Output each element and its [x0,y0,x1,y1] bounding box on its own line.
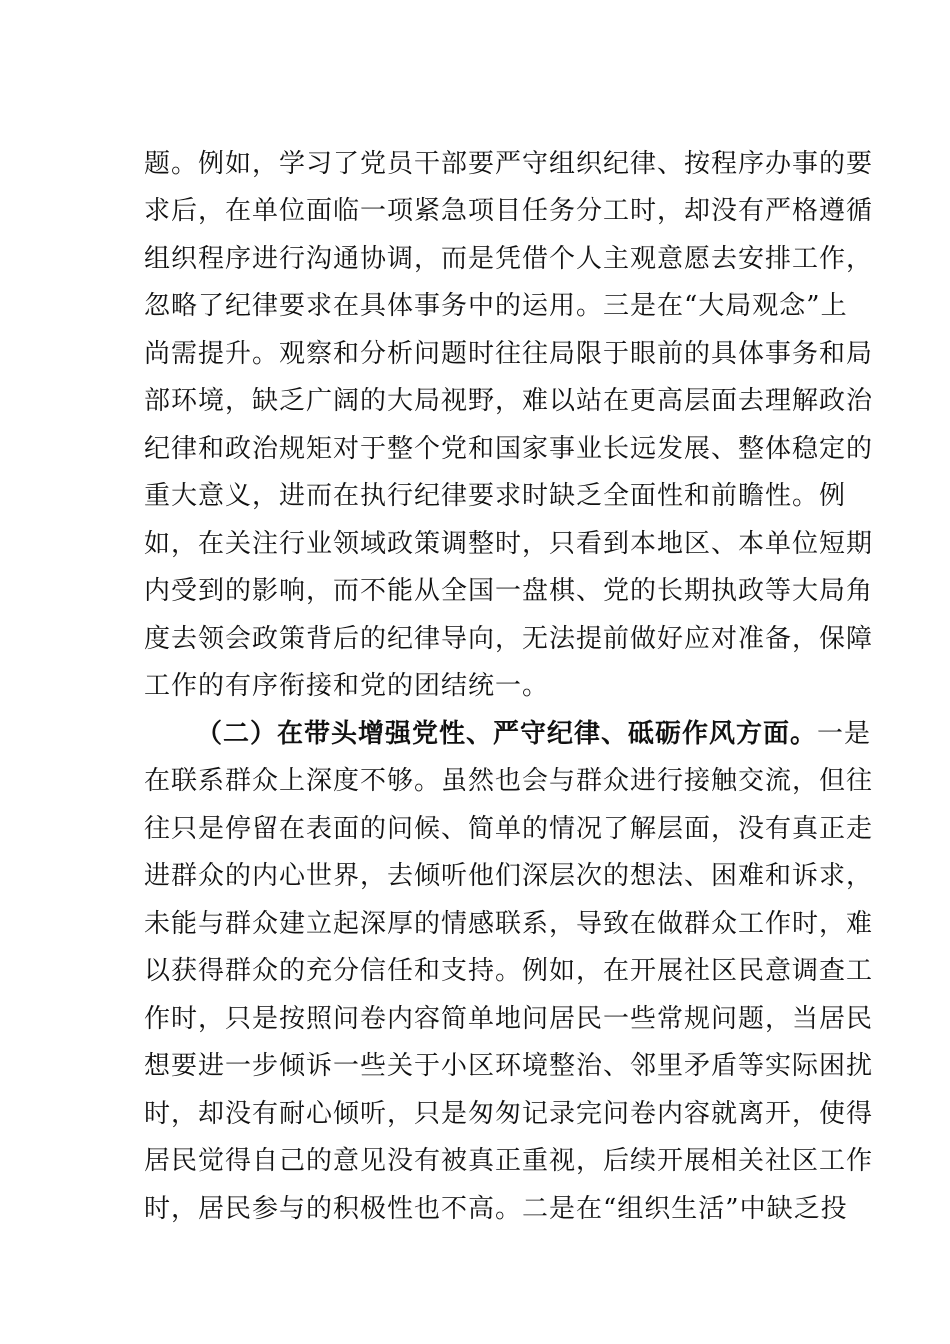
paragraph-line: 内受到的影响，而不能从全国一盘棋、党的长期执政等大局角 [144,576,874,606]
paragraph-line: 在联系群众上深度不够。虽然也会与群众进行接触交流，但往 [144,766,874,796]
paragraph-line: 工作的有序衔接和党的团结统一。 [144,671,550,701]
paragraph-line: 进群众的内心世界，去倾听他们深层次的想法、困难和诉求， [144,861,874,891]
paragraph-line: 如，在关注行业领域政策调整时，只看到本地区、本单位短期 [144,529,874,559]
paragraph-line: 想要进一步倾诉一些关于小区环境整治、邻里矛盾等实际困扰 [144,1051,874,1081]
paragraph-line: 往只是停留在表面的问候、简单的情况了解层面，没有真正走 [144,814,874,844]
section-heading-line [196,714,872,754]
paragraph-line: 居民觉得自己的意见没有被真正重视，后续开展相关社区工作 [144,1146,874,1176]
paragraph-line: 求后，在单位面临一项紧急项目任务分工时，却没有严格遵循 [144,196,874,226]
section-heading-tail: 一是 [817,719,872,749]
paragraph-line: 题。例如，学习了党员干部要严守组织纪律、按程序办事的要 [144,149,874,179]
paragraph-line: 时，居民参与的积极性也不高。二是在“组织生活”中缺乏投 [144,1194,848,1224]
paragraph-line: 部环境，缺乏广阔的大局视野，难以站在更高层面去理解政治 [144,386,874,416]
paragraph-line: 时，却没有耐心倾听，只是匆匆记录完问卷内容就离开，使得 [144,1099,874,1129]
section-heading: （二）在带头增强党性、严守纪律、砥砺作风方面。 [196,719,818,749]
paragraph-line: 纪律和政治规矩对于整个党和国家事业长远发展、整体稳定的 [144,434,874,464]
paragraph-line: 尚需提升。观察和分析问题时往往局限于眼前的具体事务和局 [144,339,874,369]
paragraph-line: 未能与群众建立起深厚的情感联系，导致在做群众工作时，难 [144,909,874,939]
paragraph-line: 忽略了纪律要求在具体事务中的运用。三是在“大局观念”上 [144,291,848,321]
paragraph-line: 度去领会政策背后的纪律导向，无法提前做好应对准备，保障 [144,624,874,654]
paragraph-line: 以获得群众的充分信任和支持。例如，在开展社区民意调查工 [144,956,874,986]
paragraph-line: 重大意义，进而在执行纪律要求时缺乏全面性和前瞻性。例 [144,481,847,511]
paragraph-line: 组织程序进行沟通协调，而是凭借个人主观意愿去安排工作， [144,244,874,274]
paragraph-line: 作时，只是按照问卷内容简单地问居民一些常规问题，当居民 [144,1004,874,1034]
